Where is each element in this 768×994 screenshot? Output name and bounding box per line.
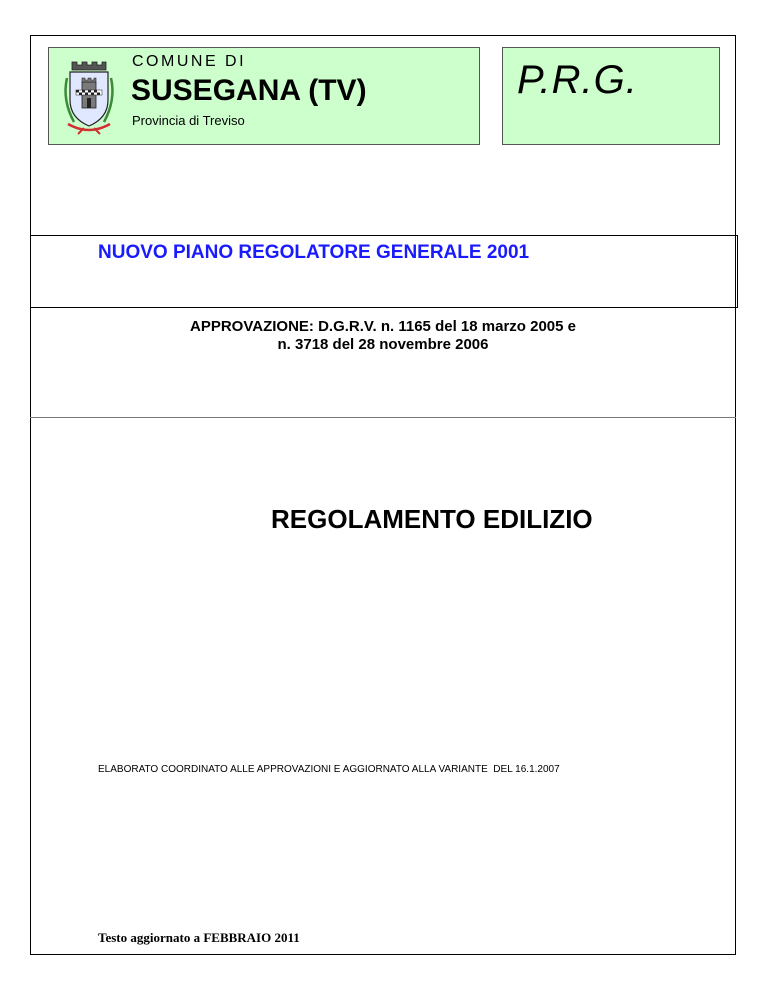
coat-of-arms-icon: [58, 56, 118, 136]
plan-title: NUOVO PIANO REGOLATORE GENERALE 2001: [98, 242, 530, 263]
comune-di-label: COMUNE DI: [132, 53, 247, 70]
document-title: REGOLAMENTO EDILIZIO: [271, 504, 593, 534]
approval-line-1: APPROVAZIONE: D.G.R.V. n. 1165 del 18 marzo 2005 e: [190, 318, 576, 335]
province-label: Provincia di Treviso: [132, 113, 245, 128]
coordination-note: ELABORATO COORDINATO ALLE APPROVAZIONI E AGGIORNATO ALLA VARIANTE DEL 16.1.2007: [98, 764, 560, 775]
update-note: Testo aggiornato a FEBBRAIO 2011: [98, 930, 300, 945]
town-name: SUSEGANA (TV): [131, 74, 367, 107]
section-divider: [30, 417, 736, 418]
approval-statement: [30, 318, 736, 354]
page-frame: [30, 35, 736, 955]
approval-line-2: n. 3718 del 28 novembre 2006: [277, 336, 489, 353]
prg-title: P.R.G.: [517, 58, 638, 102]
prg-box: [502, 47, 720, 145]
